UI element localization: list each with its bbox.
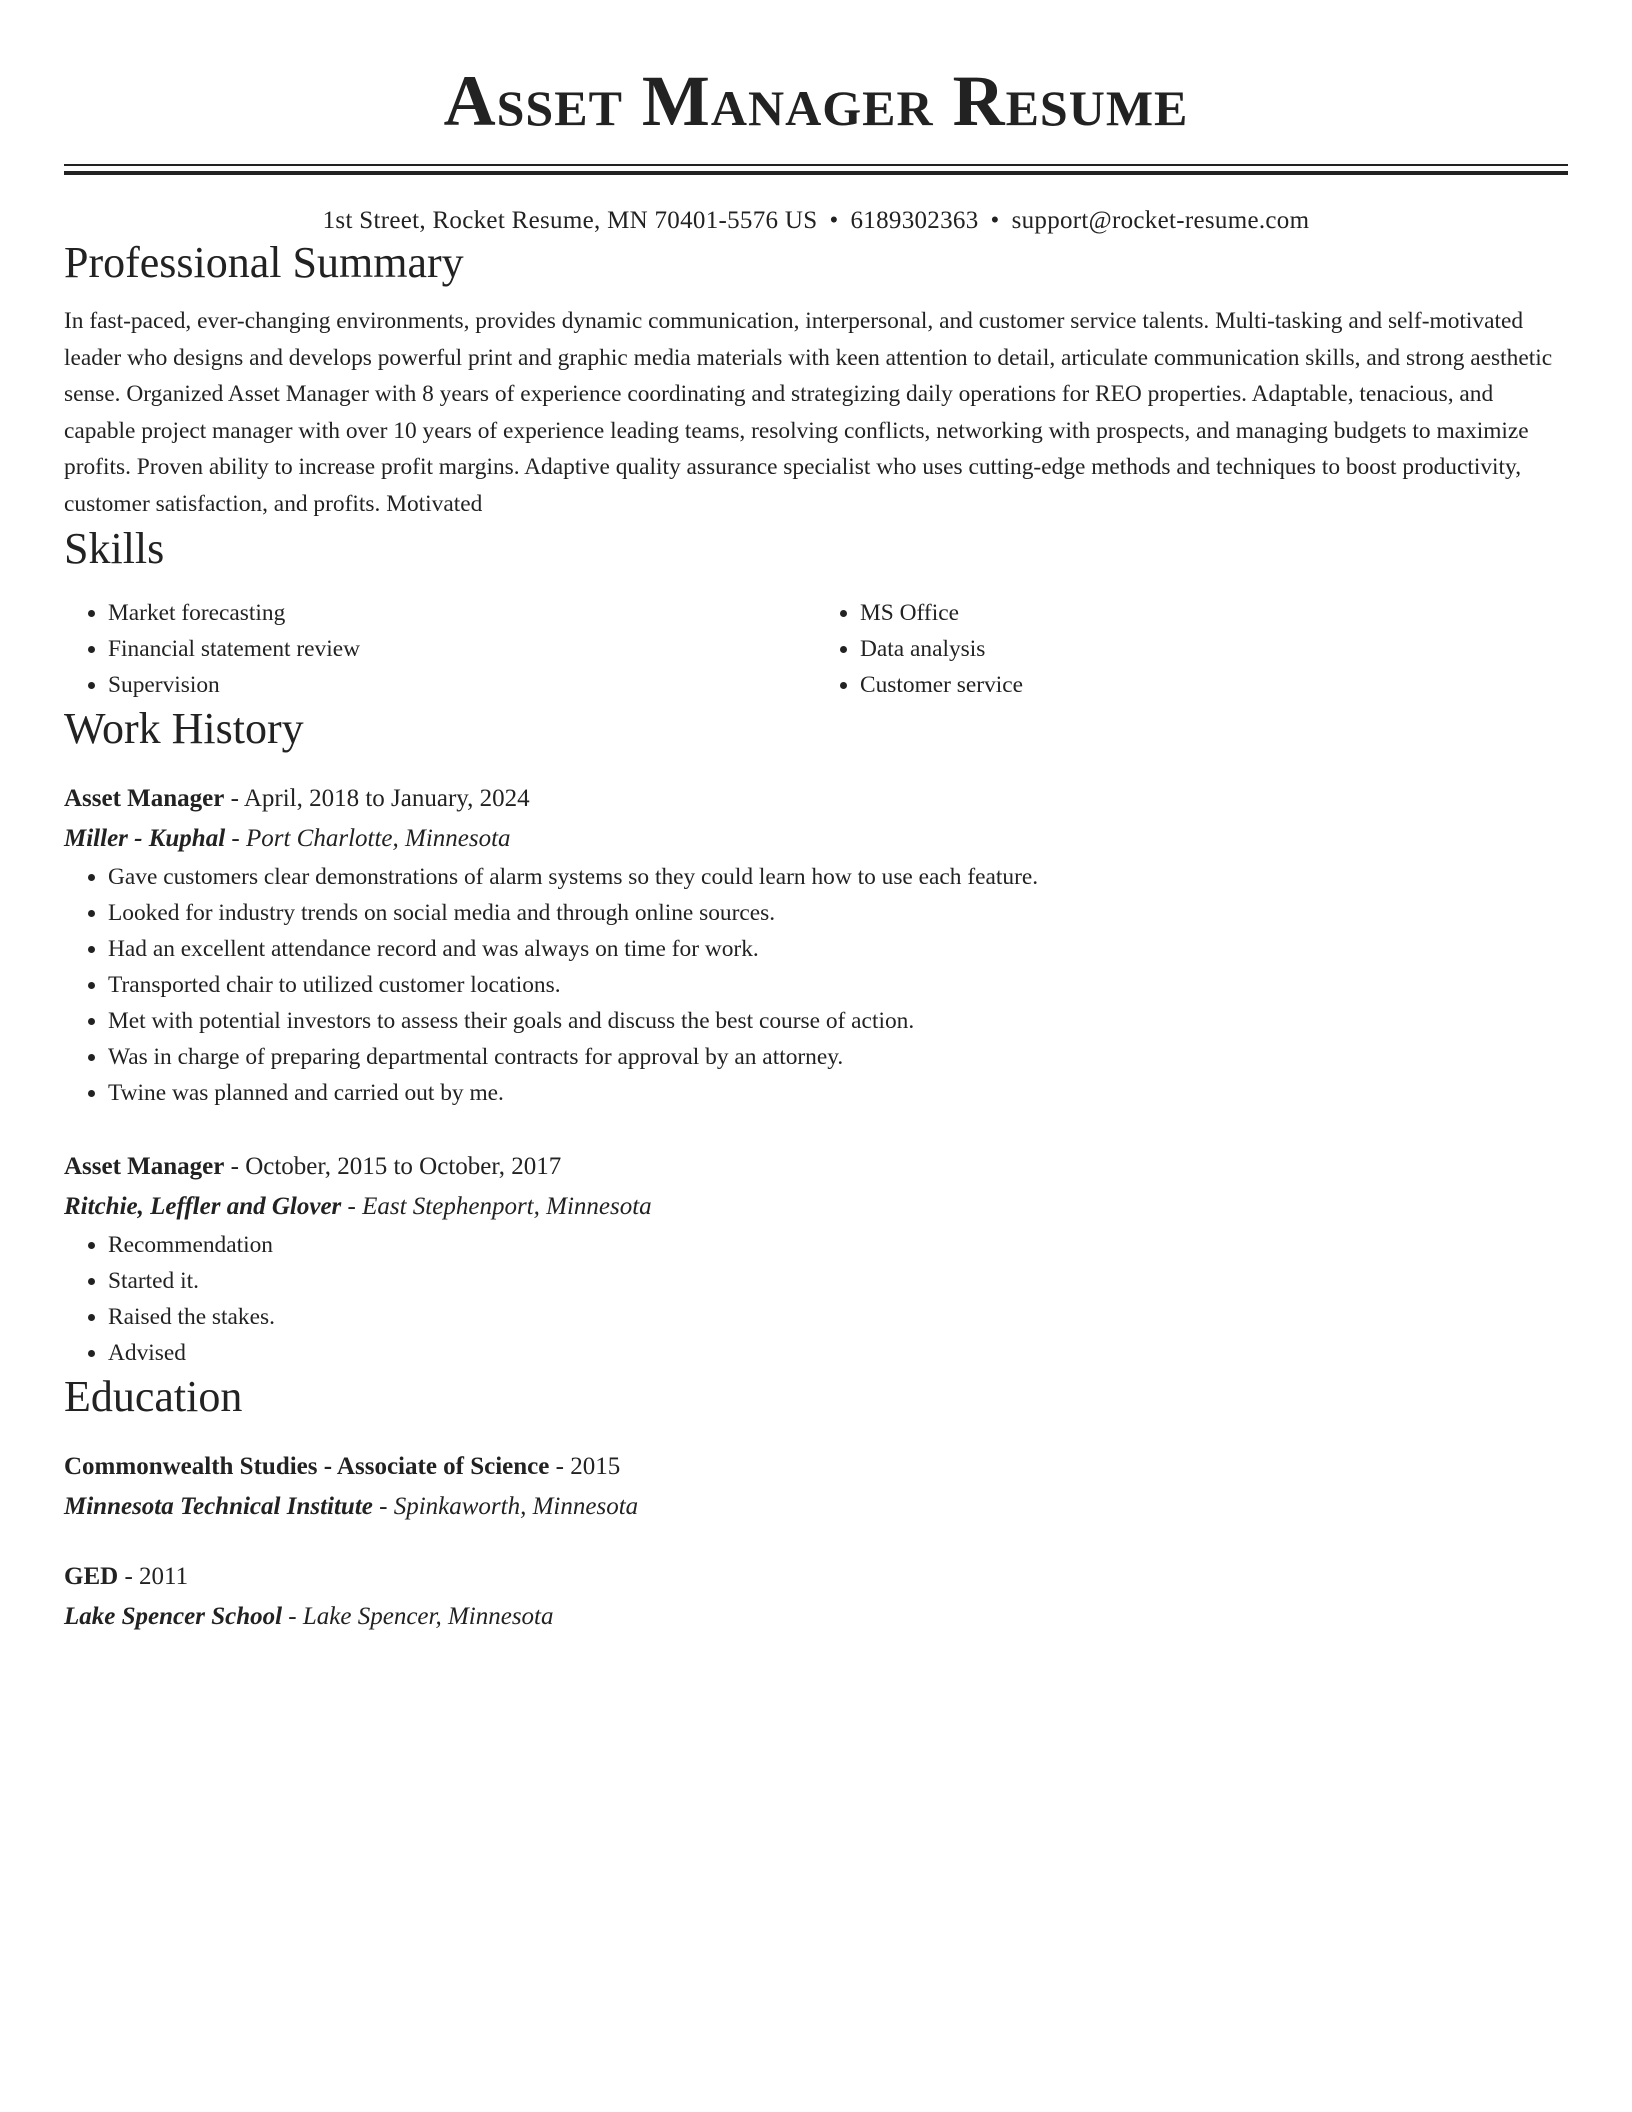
job-location: - Port Charlotte, Minnesota	[225, 824, 511, 852]
resume-title: Asset Manager Resume	[443, 61, 1189, 141]
job-company: Ritchie, Leffler and Glover	[64, 1192, 342, 1220]
education-school-line	[64, 1597, 1568, 1637]
education-year: - 2015	[549, 1452, 621, 1480]
skill-item: • Customer service	[860, 667, 1568, 703]
contact-separator: •	[829, 207, 839, 234]
job-bullet: • Looked for industry trends on social media and through online sources.	[108, 895, 1568, 931]
job-bullet: • Met with potential investors to assess their goals and discuss the best course of action.	[108, 1003, 1568, 1039]
job-title: Asset Manager	[64, 1152, 225, 1180]
job-employer	[64, 819, 1568, 859]
job-header	[64, 1147, 1568, 1187]
job-bullet: • Gave customers clear demonstrations of alarm systems so they could learn how to use each feature.	[108, 859, 1568, 895]
contact-phone: 6189302363	[850, 207, 979, 234]
job-header	[64, 779, 1568, 819]
skill-item: • Market forecasting	[108, 595, 816, 631]
job-bullets	[64, 859, 1568, 1111]
job-bullet: • Twine was planned and carried out by me.	[108, 1075, 1568, 1111]
skill-item: • Data analysis	[860, 631, 1568, 667]
education-header	[64, 1447, 1568, 1487]
job-location: - East Stephenport, Minnesota	[341, 1192, 652, 1220]
education-school-line	[64, 1487, 1568, 1527]
job-bullet: • Raised the stakes.	[108, 1299, 1568, 1335]
education-heading: Education	[64, 1371, 243, 1421]
skills-column-left	[64, 595, 816, 703]
skills-heading: Skills	[64, 523, 165, 573]
skill-item: • MS Office	[860, 595, 1568, 631]
job-bullet: • Had an excellent attendance record and was always on time for work.	[108, 931, 1568, 967]
job-bullet: • Transported chair to utilized customer locations.	[108, 967, 1568, 1003]
job-dates: - October, 2015 to October, 2017	[224, 1152, 562, 1180]
education-school: Minnesota Technical Institute	[64, 1492, 373, 1520]
education-entry	[64, 1557, 1568, 1637]
education-location: - Spinkaworth, Minnesota	[372, 1492, 639, 1520]
education-year: - 2011	[118, 1562, 189, 1590]
job-bullet: • Recommendation	[108, 1227, 1568, 1263]
contact-separator: •	[990, 207, 1000, 234]
education-header	[64, 1557, 1568, 1597]
job-employer	[64, 1187, 1568, 1227]
contact-email: support@rocket-resume.com	[1011, 207, 1310, 234]
work-history-heading: Work History	[64, 703, 304, 753]
title-double-rule	[64, 164, 1568, 175]
summary-heading: Professional Summary	[64, 238, 464, 287]
job-bullets	[64, 1227, 1568, 1371]
skill-item: • Supervision	[108, 667, 816, 703]
education-entry	[64, 1447, 1568, 1527]
job-bullet: • Advised	[108, 1335, 1568, 1371]
skills-column-right	[816, 595, 1568, 703]
summary-text: In fast-paced, ever-changing environments, provides dynamic communication, interpersonal, and customer service talents. Multi-tasking and self-motivated leader who designs and develops powerful print and graphic media materials with keen attention to detail, articulate communication skills, and strong aesthetic sense. Organized Asset Manager with 8 years of experience coordinating and strategizing daily operations for REO properties. Adaptable, tenacious, and capable project manager with over 10 years of experience leading teams, resolving conflicts, networking with prospects, and managing budgets to maximize profits. Proven ability to increase profit margins. Adaptive quality assurance specialist who uses cutting-edge methods and techniques to boost productivity, customer satisfaction, and profits. Motivated	[64, 308, 1553, 517]
skills-list	[64, 595, 1568, 703]
skill-item: • Financial statement review	[108, 631, 816, 667]
contact-address: 1st Street, Rocket Resume, MN 70401-5576 US	[322, 207, 818, 234]
job-title: Asset Manager	[64, 784, 225, 812]
contact-line	[64, 205, 1568, 237]
education-school: Lake Spencer School	[64, 1602, 283, 1630]
job-bullet: • Started it.	[108, 1263, 1568, 1299]
job-company: Miller - Kuphal	[64, 824, 226, 852]
job-bullet: • Was in charge of preparing departmental contracts for approval by an attorney.	[108, 1039, 1568, 1075]
job-entry	[64, 779, 1568, 1111]
education-location: - Lake Spencer, Minnesota	[282, 1602, 554, 1630]
education-degree: GED	[64, 1562, 119, 1590]
job-dates: - April, 2018 to January, 2024	[224, 784, 530, 812]
education-degree: Commonwealth Studies - Associate of Science	[64, 1452, 550, 1480]
job-entry	[64, 1147, 1568, 1371]
